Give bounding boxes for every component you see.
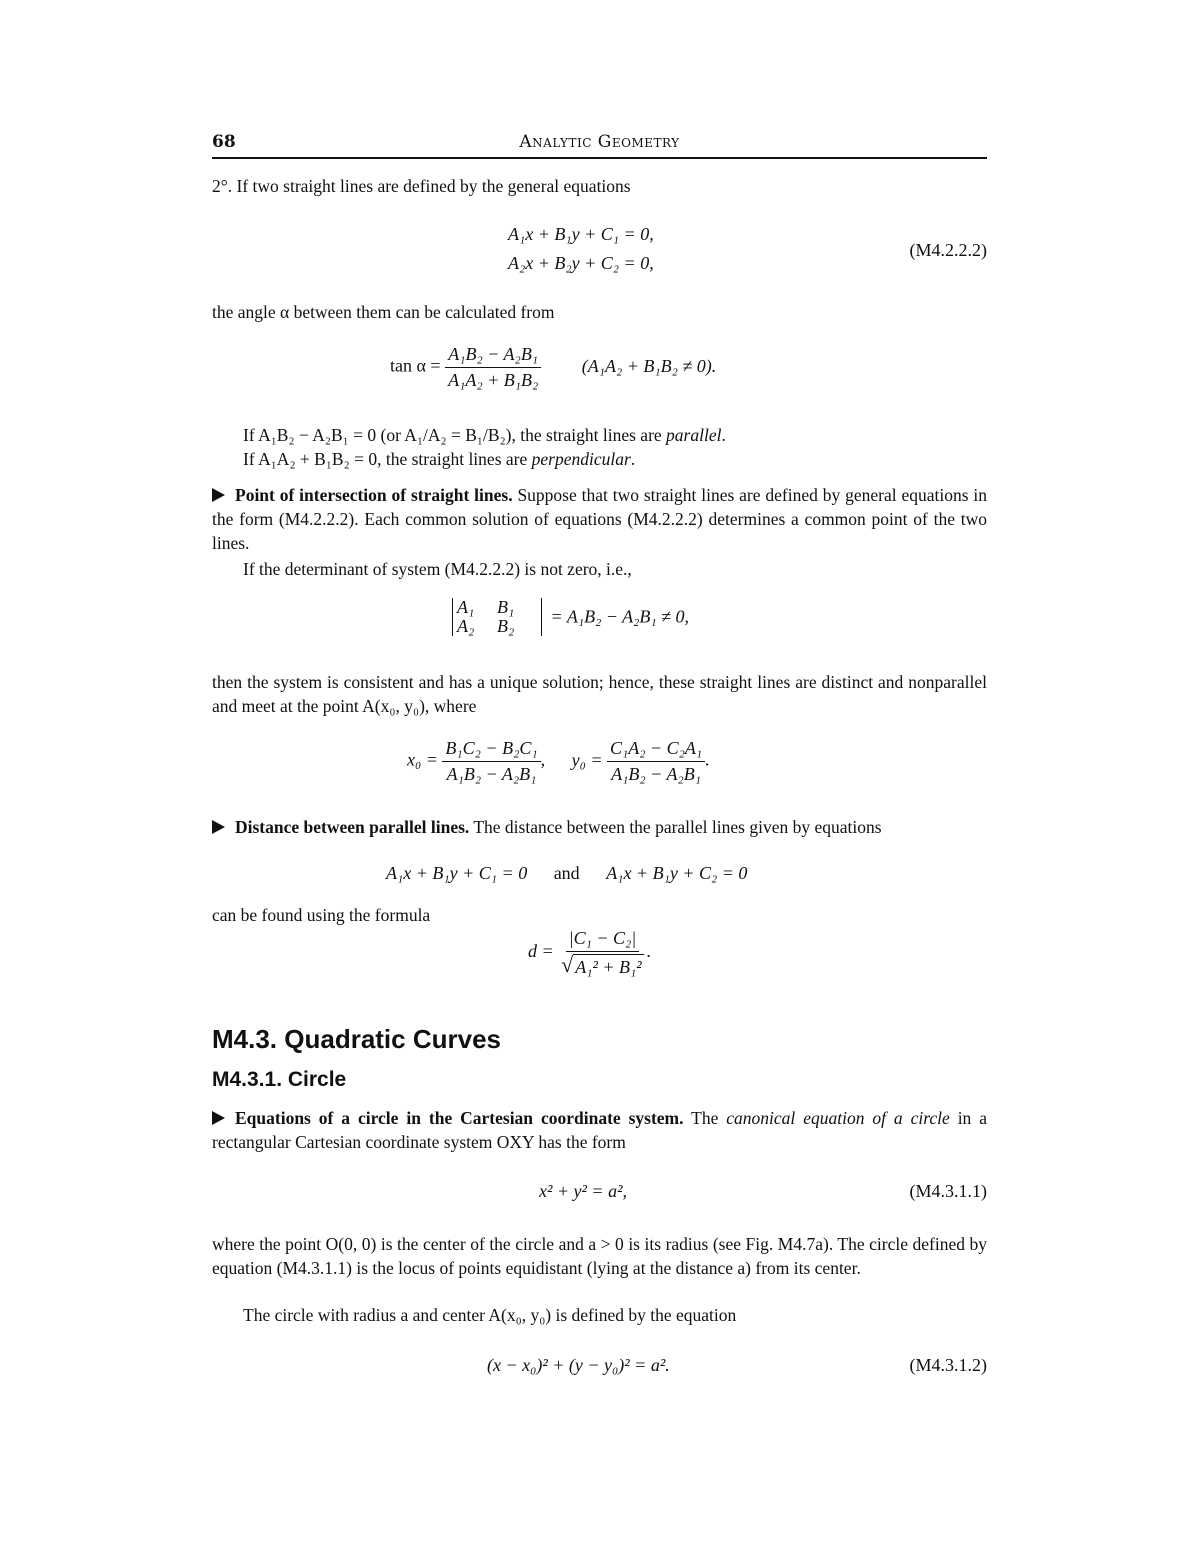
sqrt-icon: √ xyxy=(561,952,574,977)
tan-formula xyxy=(390,344,716,391)
determinant-text: If the determinant of system (M4.2.2.2) is not zero, i.e., xyxy=(243,559,632,579)
d-lhs: d = xyxy=(528,941,554,962)
triangle-bullet-icon xyxy=(212,488,225,502)
item2-paragraph xyxy=(212,174,987,198)
perpendicular-line: If A₁A₂ + B₁B₂ = 0, the straight lines are perpendicular. xyxy=(243,449,636,469)
d-fraction xyxy=(558,928,647,978)
det-left-bar xyxy=(452,598,453,636)
intersection-paragraph xyxy=(212,483,987,555)
y0-fraction xyxy=(607,738,705,785)
x0-denominator: A₁B₂ − A₂B₁ xyxy=(446,764,537,784)
d-radicand: A₁² + B₁² xyxy=(573,954,643,978)
circle-text-post: in a rectangular Cartesian coordinate system OXY has the form xyxy=(212,1108,987,1152)
formula-text: can be found using the formula xyxy=(212,905,431,925)
x0-lhs: x₀ = xyxy=(407,749,438,770)
eq-label-m4312: (M4.3.1.2) xyxy=(909,1355,987,1375)
page-number: 68 xyxy=(212,132,236,152)
circle-text-pre: The xyxy=(691,1108,719,1128)
subsection-title: M4.3.1. Circle xyxy=(212,1068,347,1091)
distance-paragraph xyxy=(212,815,987,839)
circle-eq-canonical: x² + y² = a², xyxy=(539,1181,627,1201)
determinant xyxy=(448,598,546,636)
x0-numerator: B₁C₂ − B₂C₁ xyxy=(442,738,540,762)
tan-condition: (A₁A₂ + B₁B₂ ≠ 0). xyxy=(581,355,717,376)
running-title: Analytic Geometry xyxy=(519,132,680,152)
tan-numerator: A₁B₂ − A₂B₁ xyxy=(445,344,541,368)
solution-formulas: x₀ = $\frac{\text{B₁C₂ − B₂C₁}}{\text{A₁B₂ − A₂B₁}}$ , y₀ = $\frac{\text{C₁A₂ − C₂A₁}}{\text{A₁B₂ − A₂B₁}}$ . xyxy=(407,738,710,784)
det-rhs: = A₁B₂ − A₂B₁ ≠ 0, xyxy=(550,606,690,627)
line-eq-left: A₁x + B₁y + C₁ = 0 xyxy=(386,863,528,883)
distance-formula: d = |C₁ − C₂| √ A₁² + B₁² . xyxy=(528,928,652,977)
section-title: M4.3. Quadratic Curves xyxy=(212,1024,501,1054)
tan-lhs: tan α = xyxy=(390,355,441,376)
perpendicular-word: perpendicular xyxy=(531,449,631,469)
header-rule xyxy=(212,157,987,159)
circle-radius-text: The circle with radius a and center A(x₀, y₀) is defined by the equation xyxy=(243,1305,737,1325)
distance-lead: Distance between parallel lines. xyxy=(235,817,470,837)
eq-label-m4311: (M4.3.1.1) xyxy=(909,1181,987,1201)
det-right-bar xyxy=(541,598,542,636)
det-a1: A₁ xyxy=(457,597,475,617)
det-cells xyxy=(457,598,537,636)
consistent-text: then the system is consistent and has a unique solution; hence, these straight lines are distinct and nonparallel and meet at the point A(x₀, y₀), where xyxy=(212,672,987,716)
parallel-lines-eq xyxy=(386,863,747,884)
det-b1: B₁ xyxy=(497,597,515,617)
determinant-formula xyxy=(448,598,689,636)
general-eq-1: A₁x + B₁y + C₁ = 0, xyxy=(508,224,654,244)
tan-fraction xyxy=(445,344,541,391)
det-a2: A₂ xyxy=(457,616,475,636)
triangle-bullet-icon xyxy=(212,820,225,834)
d-numerator: |C₁ − C₂| xyxy=(566,928,640,952)
tan-denominator: A₁A₂ + B₁B₂ xyxy=(448,370,539,390)
y0-denominator: A₁B₂ − A₂B₁ xyxy=(611,764,702,784)
intersection-text: Suppose that two straight lines are defined by general equations in the form (M4.2.2.2). Each common solution of equations (M4.2.2.2) determines a common point of the two lines. xyxy=(212,485,987,553)
circle-eq-center: (x − x₀)² + (y − y₀)² = a². xyxy=(487,1355,670,1375)
circle-paragraph xyxy=(212,1106,987,1154)
circle-lead: Equations of a circle in the Cartesian coordinate system. xyxy=(235,1108,684,1128)
det-b2: B₂ xyxy=(497,616,515,636)
parallel-word: parallel xyxy=(666,425,722,445)
item2-text: If two straight lines are defined by the general equations xyxy=(236,176,631,196)
parallel-line: If A₁B₂ − A₂B₁ = 0 (or A₁/A₂ = B₁/B₂), the straight lines are parallel. xyxy=(243,425,726,445)
line-eq-right: A₁x + B₁y + C₂ = 0 xyxy=(606,863,748,883)
line-eq-and: and xyxy=(553,863,580,883)
eq-label-m4222: (M4.2.2.2) xyxy=(909,240,987,260)
item2-label: 2°. xyxy=(212,176,233,196)
triangle-bullet-icon xyxy=(212,1111,225,1125)
parallel-text: If A₁B₂ − A₂B₁ = 0 (or A₁/A₂ = B₁/B₂), the straight lines are xyxy=(243,425,662,445)
intersection-lead: Point of intersection of straight lines. xyxy=(235,485,513,505)
circle-where-text: where the point O(0, 0) is the center of the circle and a > 0 is its radius (see Fig. M4.7a). The circle defined by equation (M4.3.1.1) is the locus of points equidistant (lying at the distance a) from its center. xyxy=(212,1234,987,1278)
d-denominator xyxy=(558,952,647,978)
perpendicular-text: If A₁A₂ + B₁B₂ = 0, the straight lines are xyxy=(243,449,528,469)
x0-fraction xyxy=(442,738,540,785)
y0-numerator: C₁A₂ − C₂A₁ xyxy=(607,738,705,762)
general-eq-2: A₂x + B₂y + C₂ = 0, xyxy=(508,253,654,273)
circle-text-italic: canonical equation of a circle xyxy=(726,1108,950,1128)
y0-lhs: y₀ = xyxy=(571,749,603,770)
distance-text: The distance between the parallel lines given by equations xyxy=(473,817,882,837)
page xyxy=(212,0,987,1553)
angle-text: the angle α between them can be calculated from xyxy=(212,302,555,322)
